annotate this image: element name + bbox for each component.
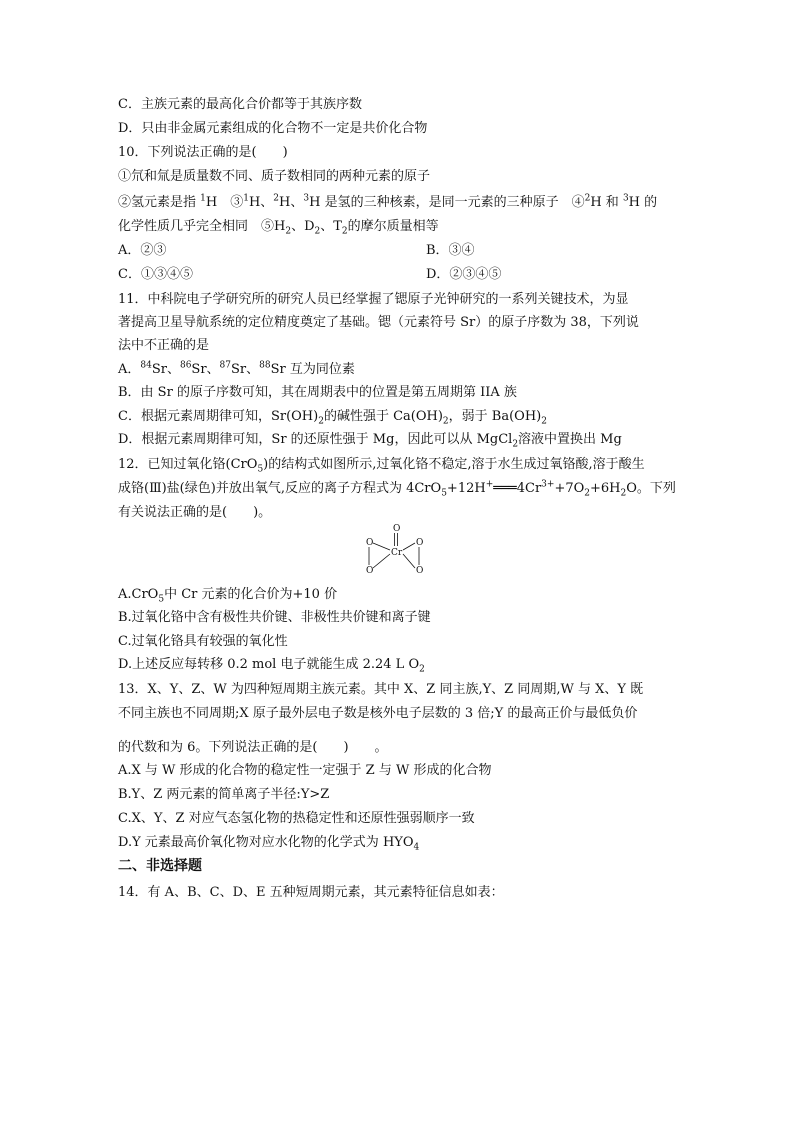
q11-option-a: A．$^{84}$Sr、$^{86}$Sr、$^{87}$Sr、$^{88}$Sr 互为同位素 xyxy=(118,360,355,377)
cro5-structure-diagram xyxy=(360,522,432,578)
q13-option-c: C.X、Y、Z 对应气态氢化物的热稳定性和还原性强弱顺序一致 xyxy=(118,811,475,826)
q13-stem-line-2: 不同主族也不同周期;X 原子最外层电子数是核外电子层数的 3 倍;Y 的最高正价与最低负价 xyxy=(118,706,638,721)
atom-o-lower-right: O xyxy=(416,566,424,576)
atom-cr: Cr xyxy=(391,548,403,558)
bond-cr-o-ll xyxy=(373,554,390,568)
q13-option-a: A.X 与 W 形成的化合物的稳定性一定强于 Z 与 W 形成的化合物 xyxy=(118,763,492,778)
q9-option-d: D．只由非金属元素组成的化合物不一定是共价化合物 xyxy=(118,121,428,136)
q12-option-c: C.过氧化铬具有较强的氧化性 xyxy=(118,634,288,649)
q12-stem-line-3: 有关说法正确的是( )。 xyxy=(118,505,272,520)
q12-stem-line-2: 成铬(Ⅲ)盐(绿色)并放出氧气,反应的离子方程式为 $4CrO_5+12H^+═══4Cr^{3+}+7O_2+6H_2O$。下列 xyxy=(118,479,676,499)
q13-option-b: B.Y、Z 两元素的简单离子半径:Y>Z xyxy=(118,787,330,802)
q12-option-b: B.过氧化铬中含有极性共价键、非极性共价键和离子键 xyxy=(118,610,431,625)
q11-stem-line-3: 法中不正确的是 xyxy=(118,338,210,353)
q13-stem-line-3: 的代数和为 6。下列说法正确的是( ) 。 xyxy=(118,740,388,755)
q11-stem-line-2: 著提高卫星导航系统的定位精度奠定了基础。锶（元素符号 Sr）的原子序数为 38，下列说 xyxy=(118,315,639,330)
q12-option-d: D.上述反应每转移 0.2 mol 电子就能生成 2.24 L $O_2$ xyxy=(118,657,425,675)
q14-stem: 14．有 A、B、C、D、E 五种短周期元素，其元素特征信息如表： xyxy=(118,885,504,900)
section-heading-non-choice: 二、非选择题 xyxy=(118,858,202,874)
q10-statement-1: ①氘和氚是质量数不同、质子数相同的两种元素的原子 xyxy=(118,169,431,184)
q12-stem-line-1: 12．已知过氧化铬(CrO$_5$)的结构式如图所示,过氧化铬不稳定,溶于水生成过氧铬酸,溶于酸生 xyxy=(118,457,645,475)
q10-option-a: A．②③ xyxy=(118,243,167,258)
q10-option-b: B．③④ xyxy=(426,243,475,258)
q10-statement-3: 化学性质几乎完全相同 $⑤H_2$、$D_2$、$T_2$的摩尔质量相等 xyxy=(118,219,439,237)
q10-statement-2: ②氢元素是指 $^1$H ③$^1$H、$^2$H、$^3$H 是氢的三种核素，是同一元素的三种原子 ④$^2$H 和 $^3$H 的 xyxy=(118,193,658,210)
q13-stem-line-1: 13．X、Y、Z、W 为四种短周期主族元素。其中 X、Z 同主族,Y、Z 同周期,W 与 X、Y 既 xyxy=(118,682,644,697)
q11-option-d: D．根据元素周期律可知，Sr 的还原性强于 Mg，因此可以从 MgCl$_2$溶液中置换出 Mg xyxy=(118,432,622,450)
q12-option-a: A.CrO$_5$中 Cr 元素的化合价为+10 价 xyxy=(118,587,338,605)
atom-o-upper-left: O xyxy=(366,538,374,548)
q13-option-d: D.Y 元素最高价氧化物对应水化物的化学式为 $HYO_4$ xyxy=(118,835,420,853)
bond-cr-o-ur xyxy=(403,543,415,550)
atom-o-lower-left: O xyxy=(366,566,374,576)
bond-cr-o-ul xyxy=(373,543,390,550)
atom-o-top: O xyxy=(393,524,401,534)
q9-option-c: C．主族元素的最高化合价都等于其族序数 xyxy=(118,97,362,112)
bond-cr-o-lr xyxy=(403,554,415,568)
q10-option-d: D．②③④⑤ xyxy=(426,267,502,282)
atom-o-upper-right: O xyxy=(416,538,424,548)
q11-option-b: B．由 Sr 的原子序数可知，其在周期表中的位置是第五周期第 IIA 族 xyxy=(118,385,517,400)
q10-option-c: C．①③④⑤ xyxy=(118,267,193,282)
q11-stem-line-1: 11．中科院电子学研究所的研究人员已经掌握了锶原子光钟研究的一系列关键技术，为显 xyxy=(118,292,629,307)
q10-stem: 10．下列说法正确的是( ) xyxy=(118,145,288,160)
q11-option-c: C．根据元素周期律可知，$Sr(OH)_2$的碱性强于 $Ca(OH)_2$，弱于 $Ba(OH)_2$ xyxy=(118,409,547,427)
